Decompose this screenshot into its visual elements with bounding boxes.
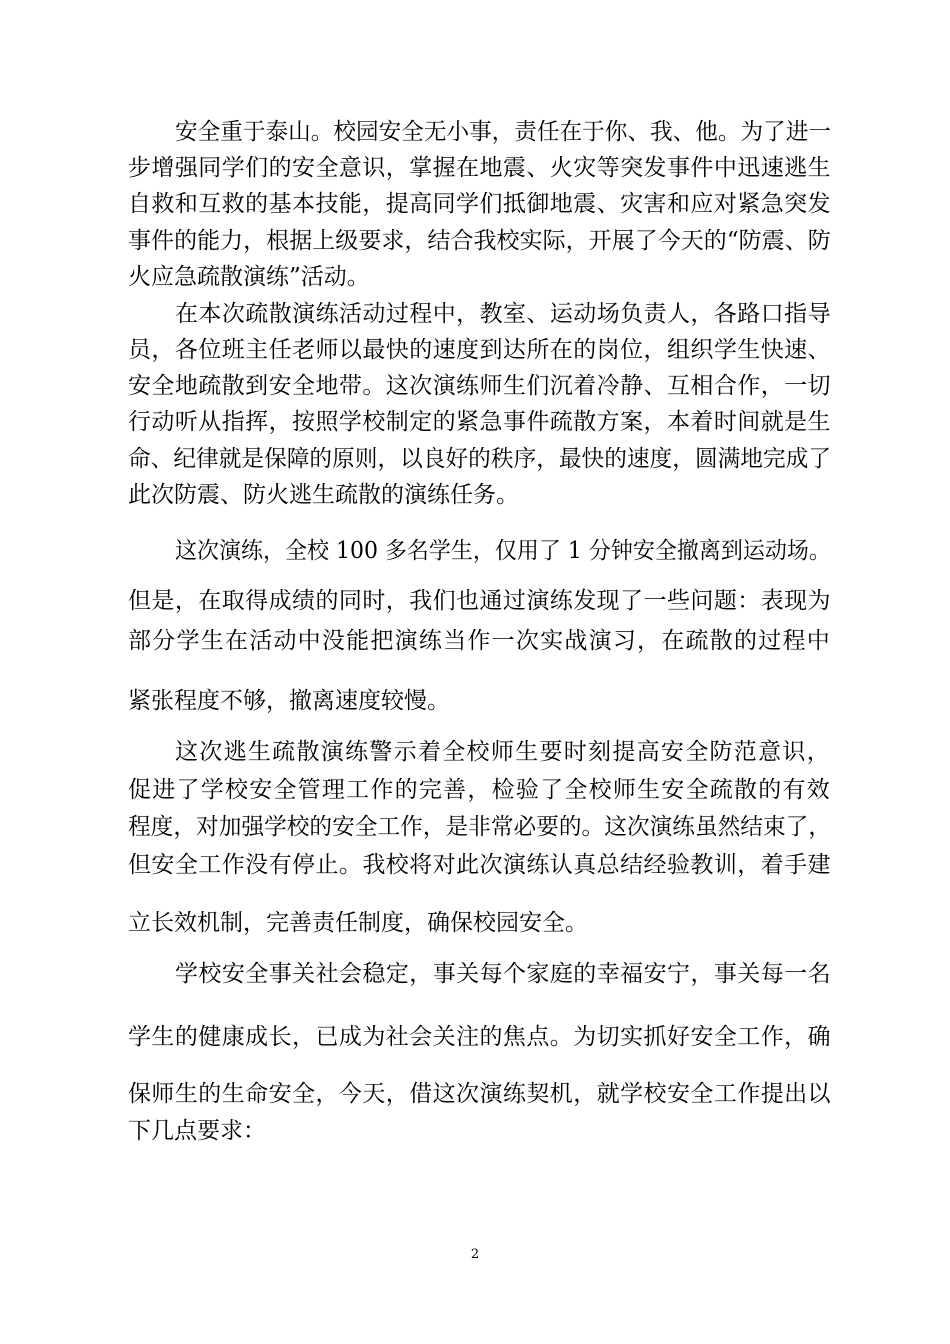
text-line: 这次逃生疏散演练警示着全校师生要时刻提高安全防范意识，: [175, 739, 831, 765]
text-line: 在本次疏散演练活动过程中，教室、运动场负责人，各路口指导: [175, 301, 832, 327]
text-line: 学生的健康成长，已成为社会关注的焦点。为切实抓好安全工作，确: [128, 1024, 831, 1050]
text-line: 立长效机制，完善责任制度，确保校园安全。: [128, 910, 588, 936]
text-line: 但安全工作没有停止。我校将对此次演练认真总结经验教训，着手建: [128, 852, 831, 878]
text-line: 保师生的生命安全，今天，借这次演练契机，就学校安全工作提出以: [128, 1081, 831, 1107]
text-line: 安全重于泰山。校园安全无小事，责任在于你、我、他。为了进一: [175, 119, 831, 145]
text-line: 部分学生在活动中没能把演练当作一次实战演习，在疏散的过程中: [128, 628, 831, 654]
text-line: 命、纪律就是保障的原则，以良好的秩序，最快的速度，圆满地完成了: [128, 446, 832, 472]
text-line: 步增强同学们的安全意识，掌握在地震、火灾等突发事件中迅速逃生: [128, 155, 831, 181]
text-line: 下几点要求：: [128, 1118, 266, 1144]
text-line: 程度，对加强学校的安全工作，是非常必要的。这次演练虽然结束了，: [128, 814, 832, 840]
text-line: 学校安全事关社会稳定，事关每个家庭的幸福安宁，事关每一名: [175, 961, 832, 987]
text-line: 行动听从指挥，按照学校制定的紧急事件疏散方案，本着时间就是生: [128, 409, 831, 435]
text-line: 但是，在取得成绩的同时，我们也通过演练发现了一些问题：表现为: [128, 588, 831, 614]
text-line: 此次防震、防火逃生疏散的演练任务。: [128, 482, 519, 508]
text-line: 促进了学校安全管理工作的完善，检验了全校师生安全疏散的有效: [128, 777, 831, 803]
text-line: 安全地疏散到安全地带。这次演练师生们沉着冷静、互相合作，一切: [128, 373, 831, 399]
text-line: 自救和互救的基本技能，提高同学们抵御地震、灾害和应对紧急突发: [128, 191, 831, 217]
page-number: 2: [470, 1247, 480, 1262]
text-line: 这次演练，全校 100 多名学生，仅用了 1 分钟安全撤离到运动场。: [175, 538, 831, 564]
text-line: 事件的能力，根据上级要求，结合我校实际，开展了今天的“防震、防: [128, 228, 831, 254]
text-line: 紧张程度不够，撤离速度较慢。: [128, 688, 450, 714]
text-line: 员，各位班主任老师以最快的速度到达所在的岗位，组织学生快速、: [128, 337, 831, 363]
text-line: 火应急疏散演练”活动。: [128, 264, 370, 290]
